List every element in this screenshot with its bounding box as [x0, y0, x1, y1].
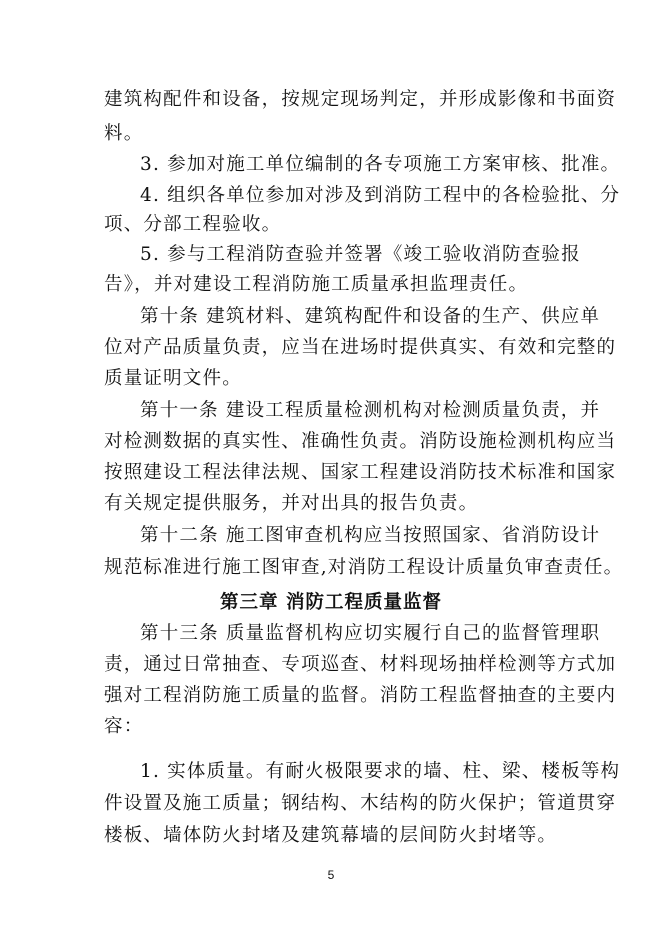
text-line: 5. 参与工程消防查验并签署《竣工验收消防查验报 — [140, 244, 581, 265]
text-line: 件设置及施工质量；钢结构、木结构的防火保护；管道贯穿 — [104, 793, 617, 814]
text-line: 告》，并对建设工程消防施工质量承担监理责任。 — [104, 274, 529, 295]
text-line: 料。 — [104, 123, 144, 144]
text-line: 楼板、墙体防火封堵及建筑幕墙的层间防火封堵等。 — [104, 825, 558, 846]
text-line: 责，通过日常抽查、专项巡查、材料现场抽样检测等方式加 — [104, 654, 617, 675]
text-line: 第十一条 建设工程质量检测机构对检测质量负责，并 — [140, 400, 601, 421]
text-line: 质量证明文件。 — [104, 368, 242, 389]
page-number: 5 — [327, 868, 335, 882]
text-line: 第十条 建筑材料、建筑构配件和设备的生产、供应单 — [140, 306, 601, 327]
text-line: 4. 组织各单位参加对涉及到消防工程中的各检验批、分 — [140, 185, 621, 206]
text-line: 有关规定提供服务，并对出具的报告负责。 — [104, 493, 479, 514]
text-line: 位对产品质量负责，应当在进场时提供真实、有效和完整的 — [104, 337, 617, 358]
text-line: 容： — [104, 716, 144, 737]
text-line: 按照建设工程法律法规、国家工程建设消防技术标准和国家 — [104, 462, 617, 483]
text-line: 规范标准进行施工图审查,对消防工程设计质量负审查责任。 — [104, 557, 624, 578]
text-line: 强对工程消防施工质量的监督。消防工程监督抽查的主要内 — [104, 685, 617, 706]
text-line: 3. 参加对施工单位编制的各专项施工方案审核、批准。 — [140, 154, 621, 175]
text-line: 第十三条 质量监督机构应切实履行自己的监督管理职 — [140, 623, 601, 644]
text-line: 项、分部工程验收。 — [104, 214, 282, 235]
text-line: 1. 实体质量。有耐火极限要求的墙、柱、梁、楼板等构 — [140, 761, 621, 782]
text-line: 建筑构配件和设备，按规定现场判定，并形成影像和书面资 — [104, 89, 617, 110]
text-line: 对检测数据的真实性、准确性负责。消防设施检测机构应当 — [104, 431, 617, 452]
chapter-heading: 第三章 消防工程质量监督 — [220, 592, 442, 613]
text-line: 第十二条 施工图审查机构应当按照国家、省消防设计 — [140, 525, 601, 546]
